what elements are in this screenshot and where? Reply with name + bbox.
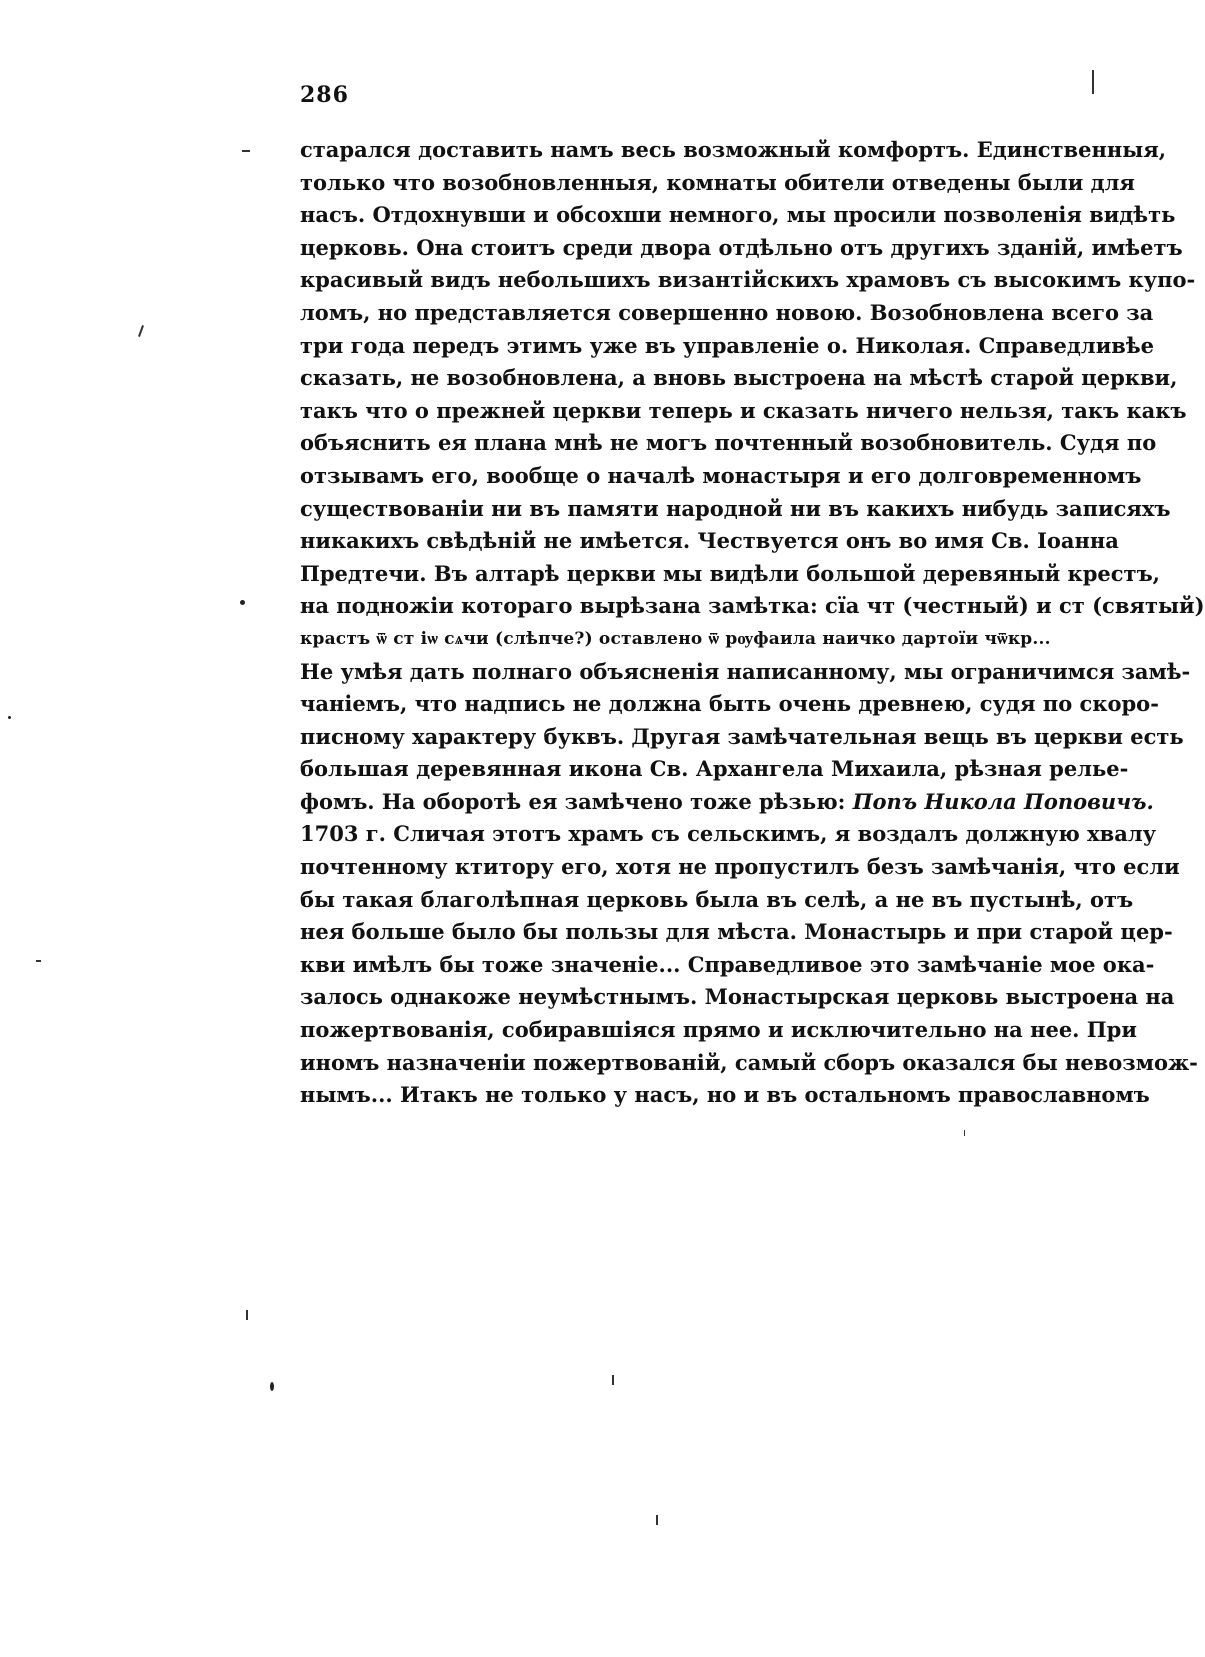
body-text	[300, 134, 1205, 1112]
text-line: старался доставить намъ весь возможный комфортъ. Единственныя,	[300, 137, 1167, 162]
page-number: 286	[300, 82, 349, 108]
scan-artifact	[138, 325, 144, 337]
text-line: существованіи ни въ памяти народной ни въ какихъ нибудь записяхъ	[300, 495, 1171, 521]
text-line: такъ что о прежней церкви теперь и сказать ничего нельзя, такъ какъ	[300, 397, 1187, 423]
text-line: никакихъ свѣдѣній не имѣется. Чествуется онъ во имя Св. Іоанна	[300, 528, 1119, 554]
text-line: Предтечи. Въ алтарѣ церкви мы видѣли большой деревяный крестъ,	[300, 560, 1160, 586]
text-line: иномъ назначеніи пожертвованій, самый сборъ оказался бы невозмож-	[300, 1049, 1198, 1075]
text-line: только что возобновленныя, комнаты обители отведены были для	[300, 169, 1135, 195]
text-line: нея больше было бы пользы для мѣста. Монастырь и при старой цер-	[300, 919, 1173, 945]
text-line: на подножіи котораго вырѣзана замѣтка: сїа чт (честный) и ст (святый)	[300, 593, 1205, 619]
scan-artifact	[242, 150, 250, 152]
scan-artifact	[240, 600, 245, 605]
text-line: церковь. Она стоитъ среди двора отдѣльно отъ другихъ зданій, имѣетъ	[300, 234, 1183, 260]
text-line: красивый видъ небольшихъ византійскихъ храмовъ съ высокимъ купо-	[300, 267, 1196, 293]
text-line: бы такая благолѣпная церковь была въ селѣ, а не въ пустынѣ, отъ	[300, 886, 1134, 912]
text-line: почтенному ктитору его, хотя не пропустилъ безъ замѣчанія, что если	[300, 854, 1180, 880]
text-line: 1703 г. Сличая этотъ храмъ съ сельскимъ, я воздалъ должную хвалу	[300, 821, 1157, 847]
text-line: сказать, не возобновлена, а вновь выстроена на мѣстѣ старой церкви,	[300, 365, 1178, 391]
text-line: залось однакоже неумѣстнымъ. Монастырская церковь выстроена на	[300, 984, 1175, 1010]
scan-artifact	[964, 1130, 965, 1136]
scan-artifact	[612, 1375, 614, 1385]
scan-artifact	[1092, 70, 1094, 94]
text-line: ломъ, но представляется совершенно новою. Возобновлена всего за	[300, 299, 1154, 325]
text-line: Не умѣя дать полнаго объясненія написанному, мы ограничимся замѣ-	[300, 658, 1191, 684]
slavonic-inscription-line: крастъ ѿ ст іѡ сѧчи (слѣпче?) оставлено ѿ рѹфаила наичко дартоїи чѿкр...	[300, 628, 1051, 649]
text-line: три года передъ этимъ уже въ управленіе о. Николая. Справедливѣе	[300, 332, 1155, 358]
scan-artifact	[270, 1382, 274, 1391]
text-line: насъ. Отдохнувши и обсохши немного, мы просили позволенія видѣть	[300, 202, 1176, 228]
inscription-italic: Попъ Никола Поповичъ.	[852, 788, 1154, 814]
text-line: нымъ... Итакъ не только у насъ, но и въ остальномъ православномъ	[300, 1082, 1150, 1108]
text-line-with-italic	[300, 786, 1154, 819]
text-line: объяснить ея плана мнѣ не могъ почтенный возобновитель. Судя по	[300, 430, 1157, 456]
text-line: писному характеру буквъ. Другая замѣчательная вещь въ церкви есть	[300, 723, 1184, 749]
scan-artifact	[656, 1515, 658, 1525]
text-line: отзывамъ его, вообще о началѣ монастыря и его долговременномъ	[300, 462, 1142, 488]
scan-artifact	[8, 716, 11, 719]
text-line: большая деревянная икона Св. Архангела Михаила, рѣзная релье-	[300, 756, 1129, 782]
scan-artifact	[246, 1310, 248, 1320]
text-line-start: фомъ. На оборотѣ ея замѣчено тоже рѣзью:	[300, 788, 853, 814]
text-line: кви имѣлъ бы тоже значеніе... Справедливое это замѣчаніе мое ока-	[300, 951, 1155, 977]
scan-artifact	[36, 960, 41, 962]
text-line: чаніемъ, что надпись не должна быть очень древнею, судя по скоро-	[300, 691, 1159, 717]
text-line: пожертвованія, собиравшіяся прямо и исключительно на нее. При	[300, 1017, 1137, 1043]
